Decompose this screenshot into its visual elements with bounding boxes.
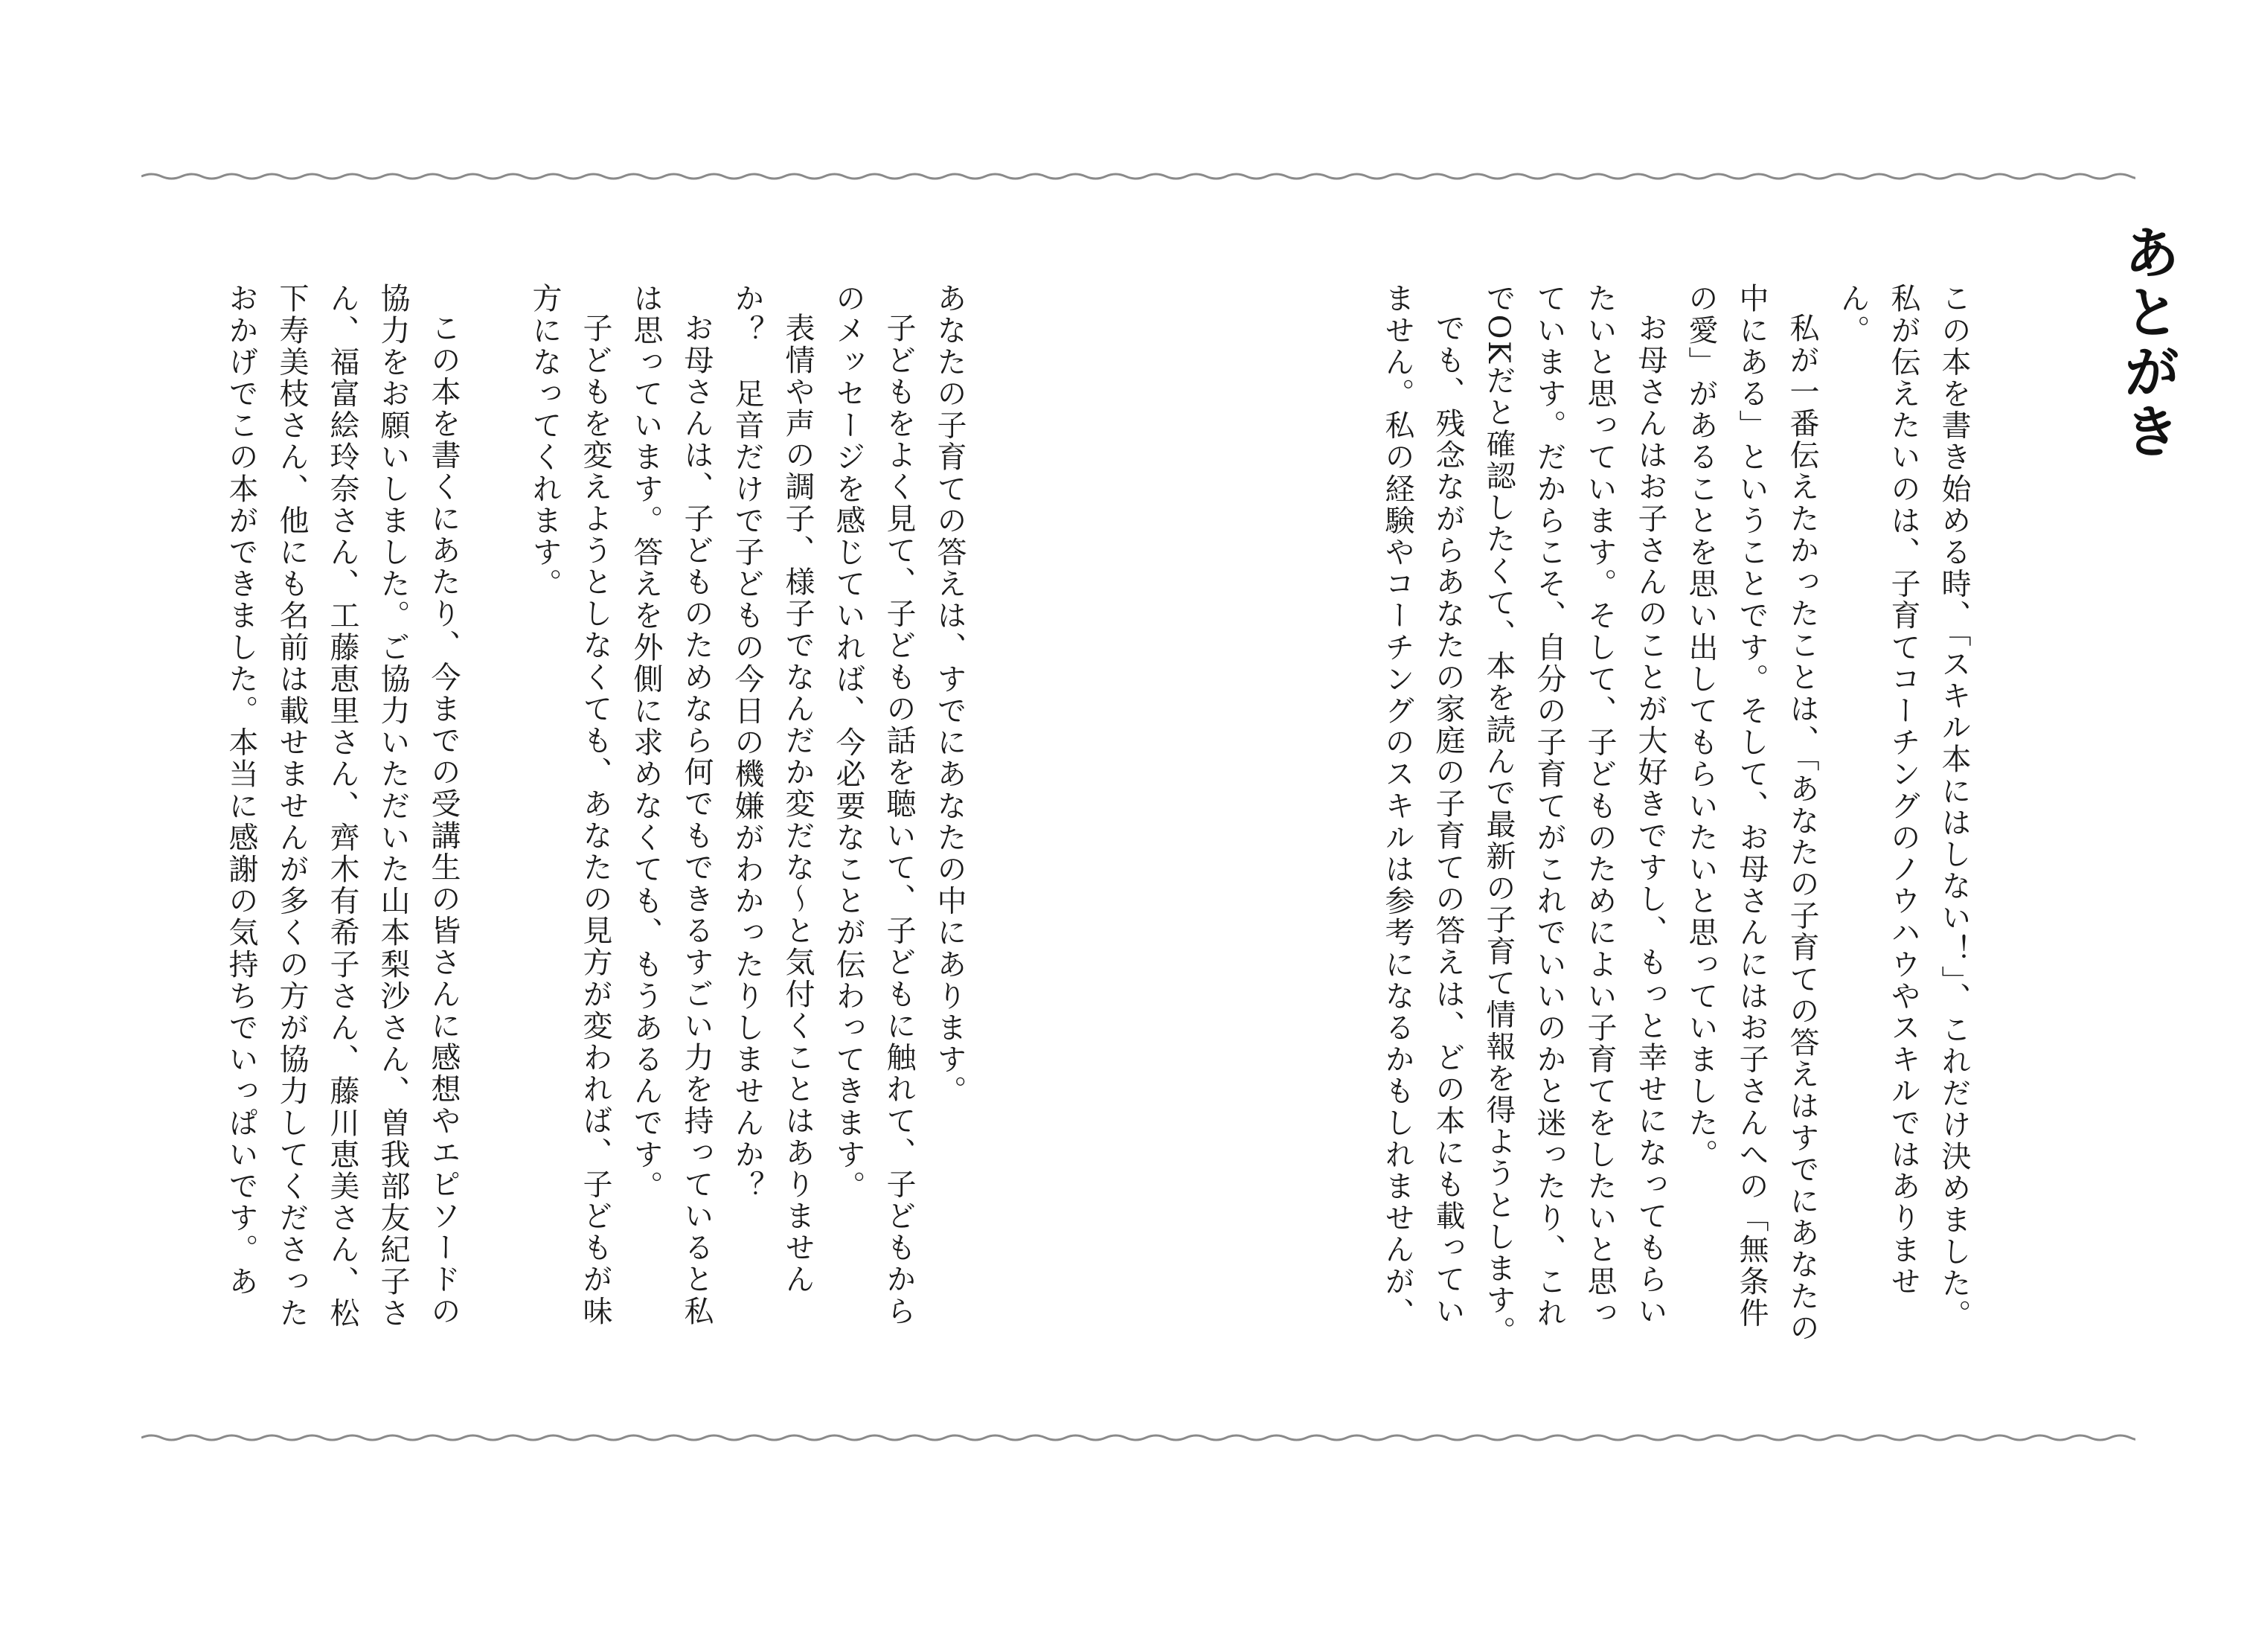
paragraph: 子どもを変えようとしなくても、あなたの見方が変われば、子どもが味方になってくれます。 [528,283,612,1328]
left-page-text [141,283,975,1354]
paragraph: でも、残念ながらあなたの家庭の子育ての答えは、どの本にも載っていません。私の経験やコーチングのスキルは参考になるかもしれませんが、 [1380,283,1465,1329]
paragraph: お母さんは、子どものためなら何でもできるすごい力を持っていると私は思っています。答えを外側に求めなくても、もうあるんです。 [629,283,714,1328]
paragraph: お母さんはお子さんのことが大好きですし、もっと幸せになってもらいたいと思っています。そして、子どものためによい子育てをしたいと思っています。だからこそ、自分の子育てがこれでいいのかと迷ったり、これでOKだと確認したくて、本を読んで最新の子育て情報を得ようとします。 [1481,283,1667,1348]
right-page-text [1310,283,1979,1354]
bottom-wave-divider [141,1429,2135,1447]
paragraph: この本を書くにあたり、今までの受講生の皆さんに感想やエピソードの協力をお願いしました。ご協力いただいた山本梨沙さん、曽我部友紀子さん、福富絵玲奈さん、工藤恵里さん、齊木有希子さん、藤川恵美さん、松下寿美枝さん、他にも名前は載せませんが多くの方が協力してくださったおかげでこの本ができました。本当に感謝の気持ちでいっぱいです。あ [224,283,461,1329]
paragraph: 子どもをよく見て、子どもの話を聴いて、子どもに触れて、子どもからのメッセージを感じていれば、今必要なことが伝わってきます。 [831,283,916,1328]
paragraph: あなたの子育ての答えは、すでにあなたの中にあります。 [932,283,967,1107]
paragraph: 私が一番伝えたかったことは、「あなたの子育ての答えはすでにあなたの中にある」ということです。そして、お母さんにはお子さんへの「無条件の愛」があることを思い出してもらいたいと思っていました。 [1684,283,1819,1344]
top-wave-divider [141,167,2135,185]
page-title: あとがき [2114,223,2181,461]
paragraph: この本を書き始める時、「スキル本にはしない！」、これだけ決めました。私が伝えたいのは、子育てコーチングのノウハウやスキルではありません。 [1836,283,1971,1331]
blank-line [469,283,519,1354]
paragraph: 表情や声の調子、様子でなんだか変だな～と気付くことはありませんか？ 足音だけで子どもの今日の機嫌がわかったりしませんか？ [730,283,815,1296]
